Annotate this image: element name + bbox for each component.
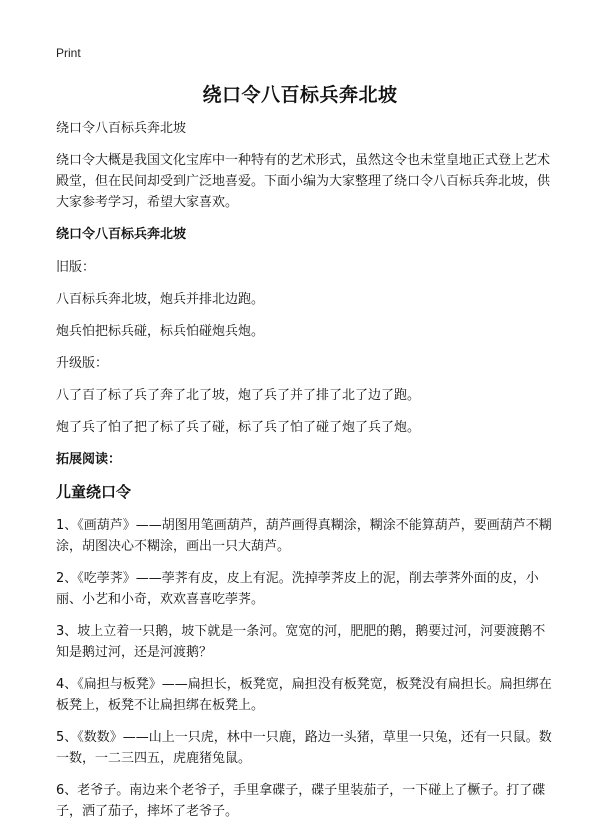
print-link[interactable]: Print [56, 46, 81, 60]
document-body [56, 118, 556, 833]
paragraph: 炮兵怕把标兵碰，标兵怕碰炮兵炮。 [56, 324, 265, 339]
paragraph: 4、《扁担与板凳》——扁担长，板凳宽，扁担没有板凳宽，板凳没有扁担长。扁担绑在板凳上，板凳不让扁担绑在板凳上。 [56, 677, 552, 713]
paragraph: 2、《吃荸荠》——荸荠有皮，皮上有泥。洗掉荸荠皮上的泥，削去荸荠外面的皮，小丽、小艺和小奇，欢欢喜喜吃荸荠。 [56, 571, 539, 607]
paragraph: 3、坡上立着一只鹅，坡下就是一条河。宽宽的河，肥肥的鹅，鹅要过河，河要渡鹅不知是鹅过河，还是河渡鹅？ [56, 624, 546, 660]
paragraph: 升级版： [56, 356, 109, 371]
paragraph: 绕口令大概是我国文化宝库中一种特有的艺术形式，虽然这令也未堂皇地正式登上艺术殿堂，但在民间却受到广泛地喜爱。下面小编为大家整理了绕口令八百标兵奔北坡，供大家参考学习，希望大家喜欢。 [56, 153, 551, 210]
section-heading: 拓展阅读： [56, 452, 122, 467]
paragraph: 旧版： [56, 260, 96, 275]
paragraph: 绕口令八百标兵奔北坡 [56, 121, 187, 136]
paragraph: 八百标兵奔北坡，炮兵并排北边跑。 [56, 292, 265, 307]
paragraph: 八了百了标了兵了奔了北了坡，炮了兵了并了排了北了边了跑。 [56, 388, 421, 403]
paragraph: 1、《画葫芦》——胡图用笔画葫芦，葫芦画得真糊涂，糊涂不能算葫芦，要画葫芦不糊涂，胡图决心不糊涂，画出一只大葫芦。 [56, 518, 552, 554]
page-title: 绕口令八百标兵奔北坡 [202, 84, 398, 106]
section-heading: 儿童绕口令 [56, 483, 132, 501]
paragraph: 5、《数数》——山上一只虎，林中一只鹿，路边一头猪，草里一只兔，还有一只鼠。数一数，一二三四五，虎鹿猪兔鼠。 [56, 730, 552, 766]
paragraph: 6、老爷子。南边来个老爷子，手里拿碟子，碟子里装茄子，一下碰上了橛子。打了碟子，洒了茄子，摔坏了老爷子。 [56, 783, 546, 819]
paragraph: 炮了兵了怕了把了标了兵了碰，标了兵了怕了碰了炮了兵了炮。 [56, 420, 421, 435]
section-heading: 绕口令八百标兵奔北坡 [56, 227, 187, 242]
